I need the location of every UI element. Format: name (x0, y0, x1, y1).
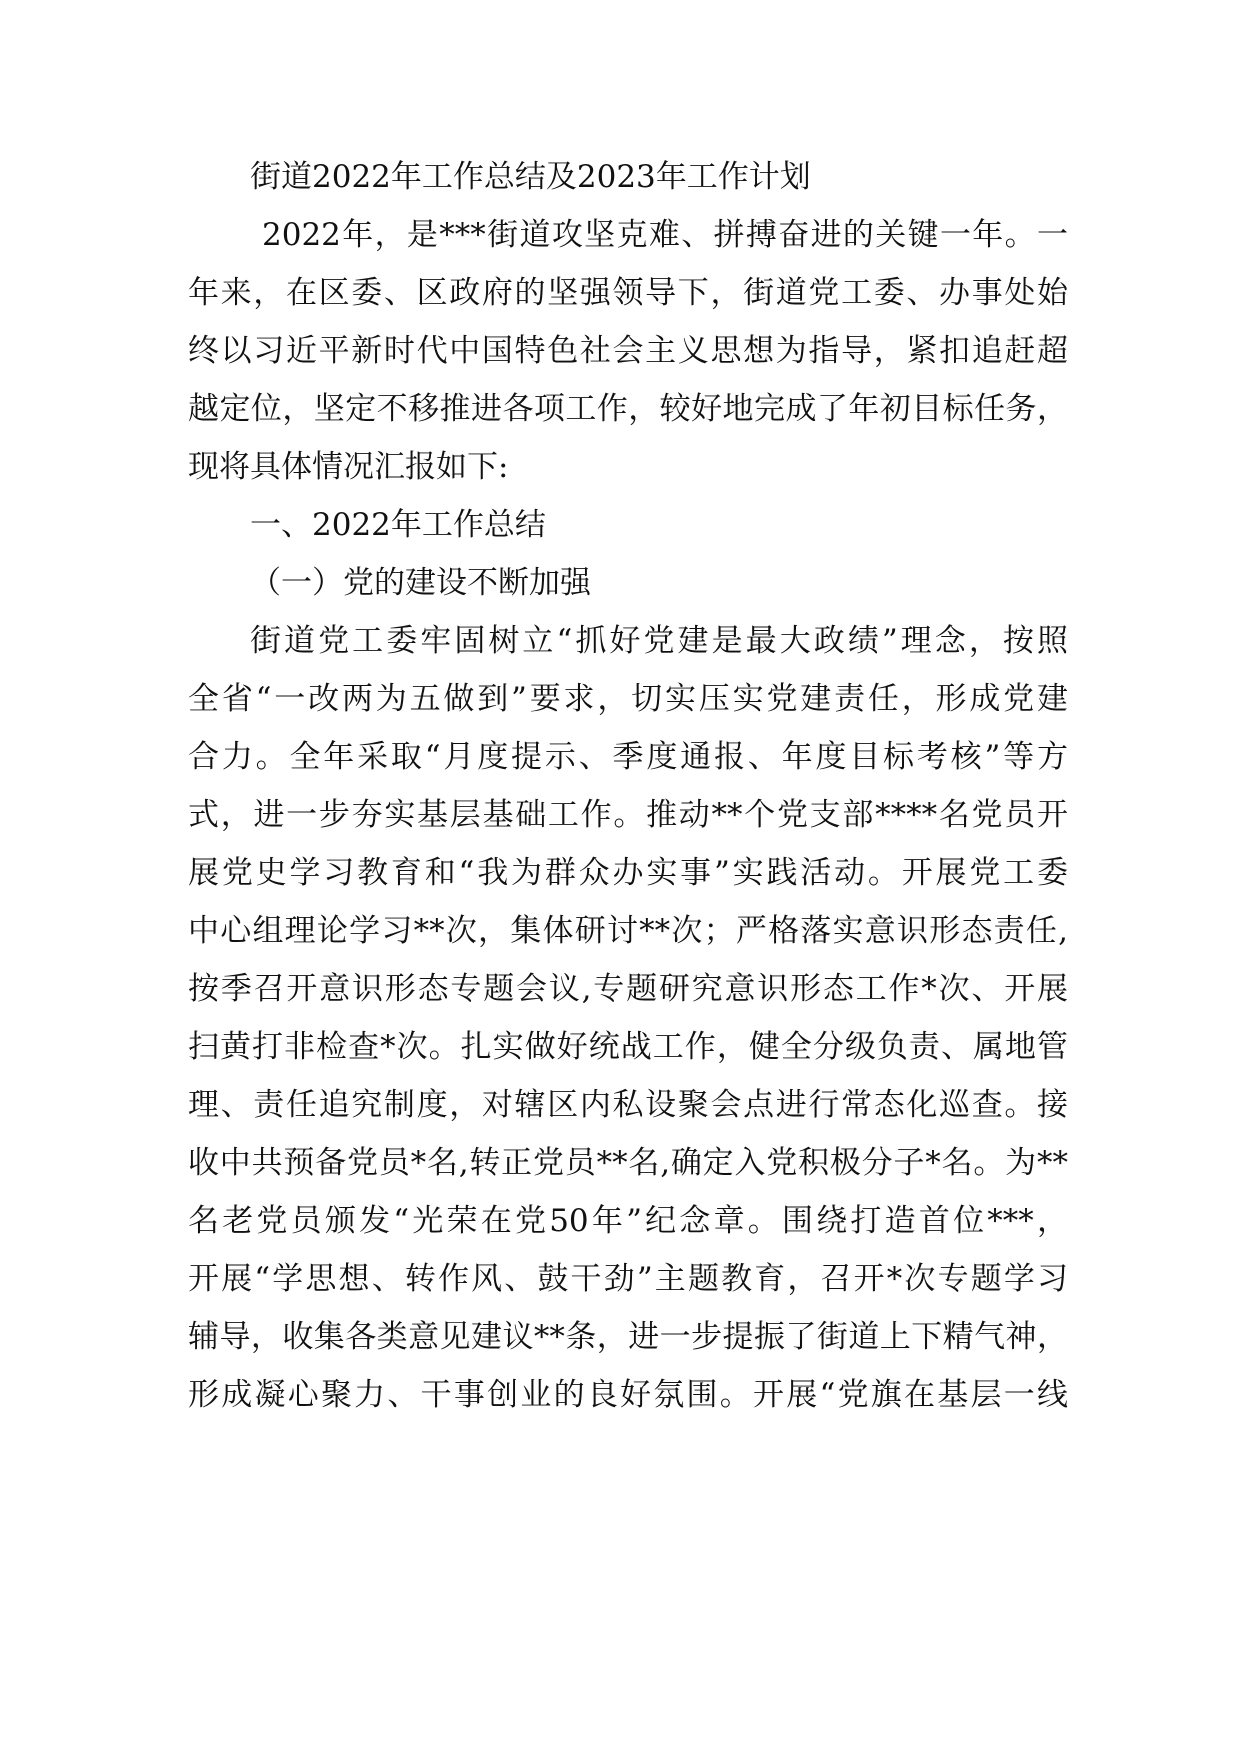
paragraph-line: 展党史学习教育和“我为群众办实事”实践活动。开展党工委 (188, 855, 1068, 891)
subsection-heading: （一）党的建设不断加强 (250, 565, 591, 601)
paragraph-line: 收中共预备党员*名,转正党员**名,确定入党积极分子*名。为** (188, 1145, 1068, 1181)
paragraph-line: 扫黄打非检查*次。扎实做好统战工作，健全分级负责、属地管 (188, 1029, 1068, 1065)
paragraph-line: 辅导，收集各类意见建议**条，进一步提振了街道上下精气神， (188, 1319, 1068, 1355)
document-title: 街道2022年工作总结及2023年工作计划 (250, 159, 811, 195)
paragraph-line: 2022年，是***街道攻坚克难、拼搏奋进的关键一年。一 (262, 217, 1068, 253)
paragraph-line: 终以习近平新时代中国特色社会主义思想为指导，紧扣追赶超 (188, 333, 1068, 369)
paragraph-line: 年来，在区委、区政府的坚强领导下，街道党工委、办事处始 (188, 275, 1068, 311)
paragraph-line: 式，进一步夯实基层基础工作。推动**个党支部****名党员开 (188, 797, 1068, 833)
paragraph-line: 街道党工委牢固树立“抓好党建是最大政绩”理念，按照 (250, 623, 1068, 659)
paragraph-line: 越定位，坚定不移推进各项工作，较好地完成了年初目标任务， (188, 391, 1068, 427)
paragraph-line: 名老党员颁发“光荣在党50年”纪念章。围绕打造首位***， (188, 1203, 1068, 1239)
section-heading: 一、2022年工作总结 (250, 507, 546, 543)
paragraph-line: 理、责任追究制度，对辖区内私设聚会点进行常态化巡查。接 (188, 1087, 1068, 1123)
paragraph-line: 现将具体情况汇报如下: (188, 449, 509, 485)
paragraph-line: 合力。全年采取“月度提示、季度通报、年度目标考核”等方 (188, 739, 1068, 775)
paragraph-line: 全省“一改两为五做到”要求，切实压实党建责任，形成党建 (188, 681, 1068, 717)
paragraph-line: 按季召开意识形态专题会议,专题研究意识形态工作*次、开展 (188, 971, 1068, 1007)
paragraph-line: 开展“学思想、转作风、鼓干劲”主题教育，召开*次专题学习 (188, 1261, 1068, 1297)
paragraph-line: 中心组理论学习**次，集体研讨**次；严格落实意识形态责任, (188, 913, 1068, 949)
paragraph-line: 形成凝心聚力、干事创业的良好氛围。开展“党旗在基层一线 (188, 1377, 1068, 1413)
